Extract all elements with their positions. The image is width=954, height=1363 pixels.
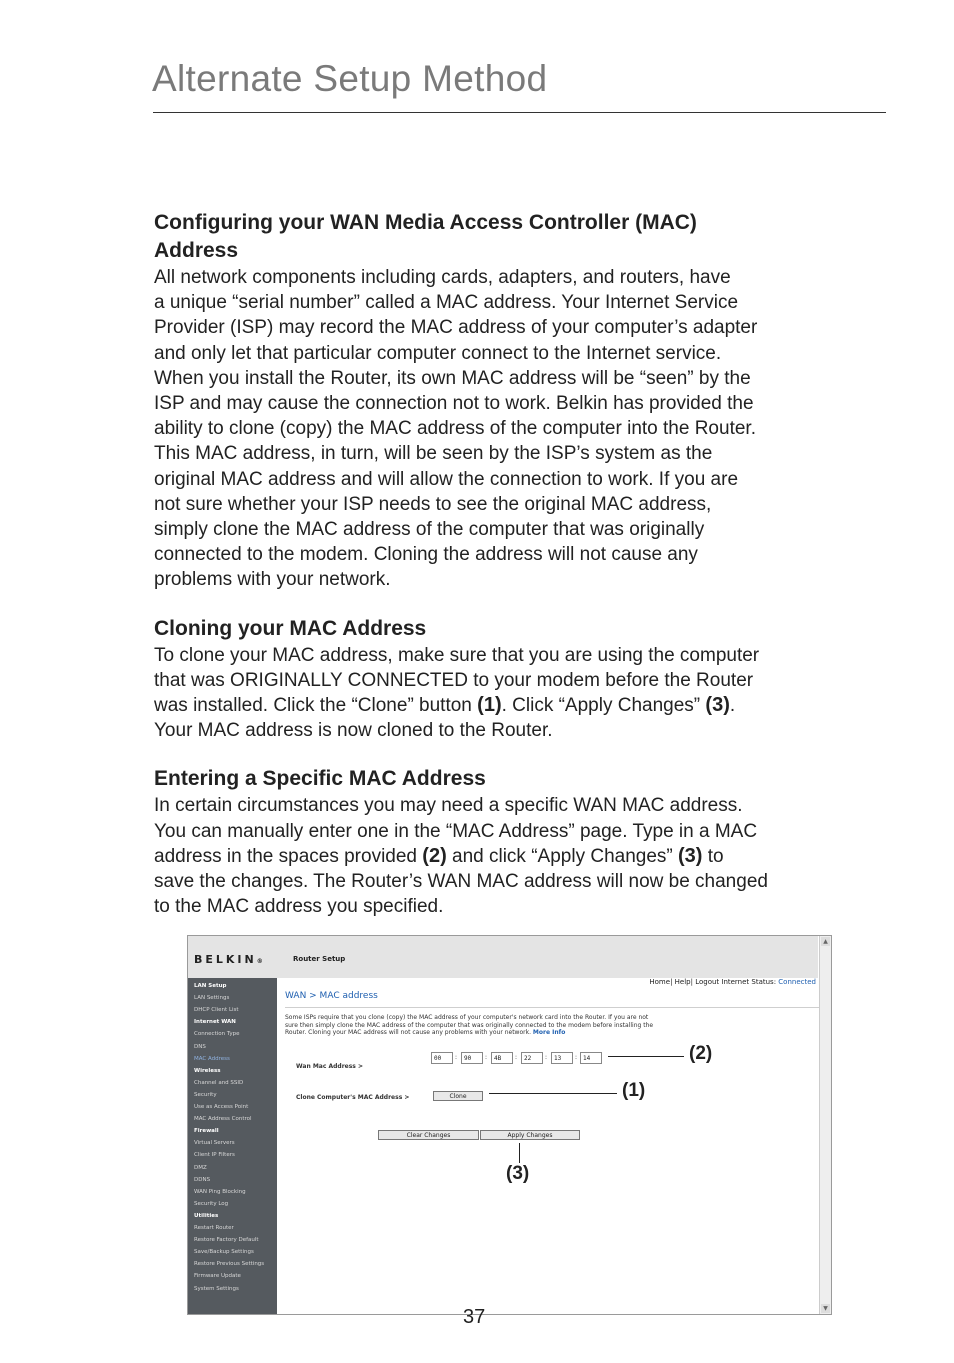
mac-octet-field[interactable]: 90 (461, 1052, 483, 1064)
page-title: Alternate Setup Method (152, 58, 548, 99)
sidebar-item[interactable]: Utilities (194, 1212, 219, 1219)
mac-octet-field[interactable]: 14 (580, 1052, 602, 1064)
scrollbar[interactable] (819, 936, 831, 1314)
mac-heading-line1: Configuring your WAN Media Access Controller (MAC) (154, 211, 697, 234)
mac-octet-field[interactable]: 4B (491, 1052, 513, 1064)
mac-octet-field[interactable]: 13 (551, 1052, 573, 1064)
scroll-down-icon[interactable]: ▼ (821, 1304, 830, 1313)
mac-separator: : (575, 1054, 578, 1061)
mac-line: problems with your network. (154, 569, 391, 591)
sidebar-item[interactable]: Firewall (194, 1128, 219, 1135)
sidebar-item[interactable]: LAN Settings (194, 995, 230, 1002)
mac-separator: : (515, 1054, 518, 1061)
content (154, 209, 874, 919)
callout-3: (3) (506, 1163, 530, 1184)
router-title-rule (285, 1007, 820, 1008)
ref-3: (3) (678, 844, 703, 867)
title-rule (153, 112, 886, 113)
clone-label: Clone Computer's MAC Address > (296, 1094, 410, 1101)
router-setup-title: Router Setup (293, 955, 346, 963)
mac-line: original MAC address and will allow the connection to work. If you are (154, 468, 739, 490)
ref-1: (1) (477, 694, 502, 717)
mac-octet-field[interactable]: 00 (431, 1052, 453, 1064)
sidebar-item[interactable]: MAC Address Control (194, 1116, 252, 1123)
scroll-up-icon[interactable]: ▲ (821, 937, 830, 946)
sidebar-item[interactable]: Restart Router (194, 1225, 234, 1231)
mac-paragraph (154, 265, 874, 593)
sidebar-item[interactable]: DNS (194, 1043, 206, 1050)
mac-line: ability to clone (copy) the MAC address of the computer into the Router. (154, 418, 756, 440)
ref-3: (3) (705, 694, 730, 717)
sidebar-item[interactable]: DMZ (194, 1164, 207, 1171)
specific-line: In certain circumstances you may need a specific WAN MAC address. (154, 795, 743, 817)
sidebar-item[interactable]: MAC Address (194, 1055, 230, 1062)
clone-line: Your MAC address is now cloned to the Router. (154, 720, 553, 742)
sidebar-item[interactable]: Internet WAN (194, 1019, 236, 1026)
sidebar-item[interactable]: Restore Previous Settings (194, 1261, 265, 1268)
wan-mac-label: Wan Mac Address > (296, 1063, 363, 1070)
sidebar-item[interactable]: Virtual Servers (194, 1140, 235, 1147)
router-page-title: WAN > MAC address (285, 991, 378, 1001)
logo-text: BELKIN (194, 953, 257, 966)
mac-heading-line2: Address (154, 239, 239, 262)
router-description (285, 1014, 655, 1037)
logo-mark: ® (256, 958, 263, 965)
router-header (188, 936, 818, 978)
router-sidebar (188, 978, 277, 1314)
router-topbar (188, 978, 818, 990)
sidebar-item[interactable]: Save/Backup Settings (194, 1249, 254, 1256)
specific-line: to (702, 845, 724, 867)
mac-line: Provider (ISP) may record the MAC address of your computer’s adapter (154, 317, 758, 339)
mac-line: All network components including cards, adapters, and routers, have (154, 267, 731, 288)
mac-separator: : (455, 1054, 458, 1061)
sidebar-item[interactable]: Channel and SSID (194, 1079, 244, 1086)
sidebar-item[interactable]: LAN Setup (194, 983, 227, 989)
description-text: Some ISPs require that you clone (copy) the MAC address of your computer's network card into the Router. If you are not sure then simply clone the MAC address of the computer that was originally connected to the modem before installing the Router. Cloning your MAC address will not cause any problems with your network. (285, 1014, 654, 1037)
callout-2: (2) (689, 1043, 713, 1064)
apply-changes-button[interactable]: Apply Changes (480, 1130, 580, 1140)
clone-line: that was ORIGINALLY CONNECTED to your modem before the Router (154, 669, 754, 691)
mac-separator: : (485, 1054, 488, 1061)
specific-line: address in the spaces provided (154, 845, 423, 867)
mac-line: ISP and may cause the connection not to work. Belkin has provided the (154, 393, 754, 415)
clone-heading: Cloning your MAC Address (154, 616, 427, 640)
clone-line: . Click “Apply Changes” (501, 695, 706, 717)
sidebar-item[interactable]: System Settings (194, 1285, 239, 1292)
clear-changes-button[interactable]: Clear Changes (378, 1130, 479, 1140)
mac-separator: : (545, 1054, 548, 1061)
specific-heading: Entering a Specific MAC Address (154, 767, 486, 791)
sidebar-item[interactable]: WAN Ping Blocking (194, 1188, 246, 1195)
top-links[interactable] (649, 978, 816, 986)
mac-line: simply clone the MAC address of the computer that was originally (154, 519, 705, 541)
clone-paragraph (154, 643, 874, 744)
mac-octet-field[interactable]: 22 (521, 1052, 543, 1064)
sidebar-item[interactable]: Use as Access Point (194, 1104, 249, 1110)
sidebar-item[interactable]: DDNS (194, 1176, 211, 1183)
router-screenshot (187, 935, 832, 1315)
callout-1-line (489, 1093, 617, 1094)
clone-line: To clone your MAC address, make sure that you are using the computer (154, 644, 760, 666)
sidebar-item[interactable]: Security Log (194, 1200, 229, 1207)
more-info-link[interactable]: More Info (532, 1029, 566, 1037)
clone-line: . (729, 695, 736, 717)
mac-line: When you install the Router, its own MAC address will be “seen” by the (154, 367, 751, 389)
mac-line: This MAC address, in turn, will be seen by the ISP’s system as the (154, 443, 713, 465)
sidebar-item[interactable]: Wireless (194, 1067, 221, 1074)
top-links-text[interactable]: Home| Help| Logout Internet Status: (649, 978, 779, 986)
sidebar-item[interactable]: Connection Type (194, 1031, 240, 1038)
clone-button[interactable]: Clone (433, 1091, 483, 1101)
sidebar-item[interactable]: Security (194, 1091, 217, 1098)
specific-paragraph (154, 793, 874, 919)
specific-line: You can manually enter one in the “MAC Address” page. Type in a MAC (154, 820, 758, 842)
sidebar-item[interactable]: Firmware Update (194, 1273, 241, 1280)
mac-line: connected to the modem. Cloning the address will not cause any (154, 544, 698, 566)
mac-line: a unique “serial number” called a MAC address. Your Internet Service (154, 292, 739, 314)
mac-line: not sure whether your ISP needs to see the original MAC address, (154, 493, 712, 515)
specific-line: to the MAC address you specified. (154, 896, 444, 918)
callout-3-line (519, 1143, 520, 1163)
router-main (285, 991, 805, 1037)
sidebar-item[interactable]: Client IP Filters (194, 1152, 235, 1159)
specific-line: save the changes. The Router’s WAN MAC address will now be changed (154, 871, 768, 893)
ref-2: (2) (422, 844, 447, 867)
mac-heading (154, 209, 874, 265)
sidebar-item[interactable]: DHCP Client List (194, 1007, 239, 1014)
status-text: Connected (778, 978, 816, 986)
clone-line: was installed. Click the “Clone” button (154, 695, 478, 717)
callout-1: (1) (622, 1080, 646, 1101)
page-number: 37 (463, 1306, 486, 1328)
callout-2-line (608, 1056, 684, 1057)
sidebar-item[interactable]: Restore Factory Default (194, 1237, 259, 1244)
mac-line: and only let that particular computer connect to the Internet service. (154, 342, 722, 364)
belkin-logo (194, 953, 263, 966)
specific-line: and click “Apply Changes” (446, 845, 679, 867)
